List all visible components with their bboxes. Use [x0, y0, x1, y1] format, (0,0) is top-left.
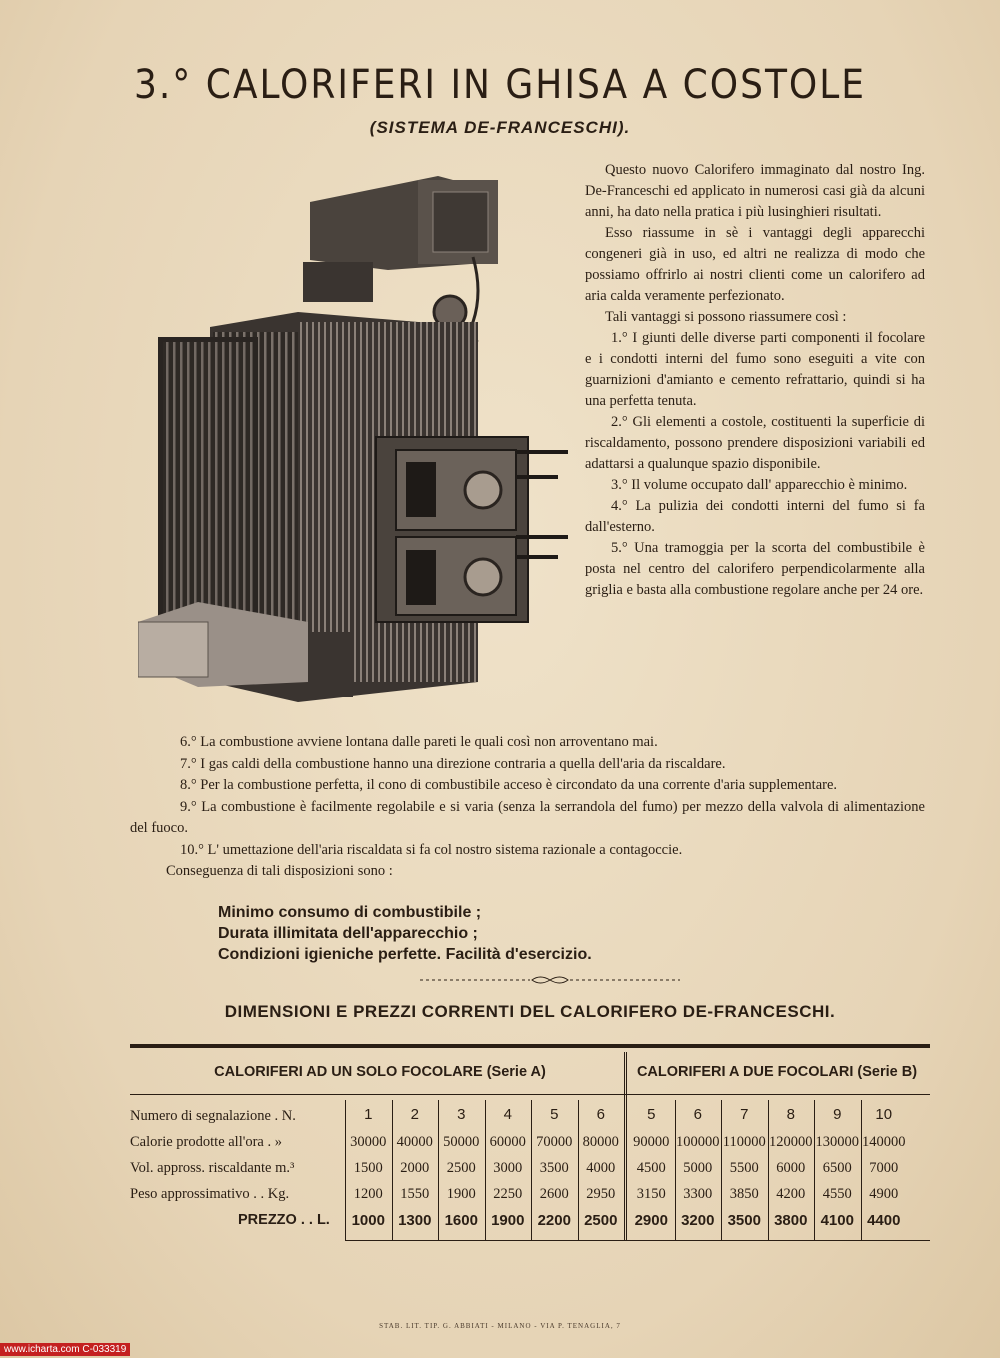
number-cell: 6 [693, 1106, 702, 1123]
weight-cell: 1200 [353, 1186, 383, 1202]
calories-cell: 80000 [582, 1134, 619, 1150]
number-cell: 4 [503, 1106, 512, 1123]
table-bottom-rule [345, 1240, 930, 1241]
table-header-rule [130, 1094, 930, 1095]
number-cell: 10 [875, 1106, 893, 1123]
number-cell: 7 [740, 1106, 749, 1123]
price-cell: 1300 [398, 1212, 432, 1229]
advantage-item: 6.° La combustione avviene lontana dalle pareti le quali così non arroventano mai. [180, 734, 658, 750]
price-cell: 1900 [491, 1212, 525, 1229]
row-label-calories: Calorie prodotte all'ora . » [130, 1134, 282, 1150]
weight-cell: 3150 [636, 1186, 666, 1202]
weight-cell: 4550 [822, 1186, 852, 1202]
price-cell: 3800 [774, 1212, 808, 1229]
volume-cell: 6500 [822, 1160, 852, 1176]
calories-cell: 40000 [396, 1134, 433, 1150]
price-cell: 2900 [634, 1212, 668, 1229]
calories-cell: 130000 [815, 1134, 859, 1150]
page-subtitle: (SISTEMA DE-FRANCESCHI). [369, 118, 631, 137]
price-table [130, 1044, 930, 1244]
number-cell: 8 [786, 1106, 795, 1123]
advantages-full-width [130, 732, 925, 883]
page-title: 3.° CALORIFERI IN GHISA A COSTOLE [133, 62, 867, 108]
intro-column [585, 160, 925, 601]
price-cell: 1600 [444, 1212, 478, 1229]
volume-cell: 2000 [400, 1160, 430, 1176]
benefits-list [218, 902, 592, 965]
row-label-volume: Vol. appross. riscaldante m.³ [130, 1160, 295, 1176]
intro-paragraph: Tali vantaggi si possono riassumere così : [605, 309, 847, 325]
calories-cell: 70000 [536, 1134, 573, 1150]
number-cell: 5 [647, 1106, 656, 1123]
advantage-item: 10.° L' umettazione dell'aria riscaldata si fa col nostro sistema razionale a contagoccie. [180, 841, 683, 858]
number-cell: 2 [410, 1106, 419, 1123]
volume-cell: 5000 [683, 1160, 713, 1176]
number-cell: 1 [364, 1106, 373, 1123]
row-label-weight: Peso approssimativo . . Kg. [130, 1186, 290, 1202]
volume-cell: 4000 [586, 1160, 616, 1176]
benefit-item: Durata illimitata dell'apparecchio ; [218, 925, 478, 942]
weight-cell: 2250 [493, 1186, 523, 1202]
table-top-rule [130, 1044, 930, 1048]
price-cell: 3500 [727, 1212, 761, 1229]
weight-cell: 2950 [586, 1186, 616, 1202]
calories-cell: 30000 [350, 1134, 387, 1150]
benefit-item: Condizioni igieniche perfette. Facilità d'esercizio. [218, 946, 592, 963]
weight-cell: 2600 [539, 1186, 569, 1202]
intro-paragraph: Esso riassume in sè i vantaggi degli apparecchi congeneri già in uso, ed altri ne realizza di modo che possiamo offrirlo ai nostri clienti come un calorifero ad aria calda veramente perfezionato. [585, 225, 925, 304]
benefit-item: Minimo consumo di combustibile ; [218, 904, 482, 921]
price-cell: 4100 [820, 1212, 854, 1229]
calories-cell: 140000 [862, 1134, 906, 1150]
volume-cell: 6000 [776, 1160, 806, 1176]
volume-cell: 1500 [353, 1160, 383, 1176]
intro-paragraph: Questo nuovo Calorifero immaginato dal nostro Ing. De-Franceschi ed applicato in numerosi casi già da alcuni anni, ha dato nella pratica i più lusinghieri risultati. [585, 162, 925, 220]
weight-cell: 1900 [446, 1186, 476, 1202]
price-cell: 1000 [351, 1212, 385, 1229]
advantage-item: 8.° Per la combustione perfetta, il cono di combustibile acceso è circondato da una corrente d'aria supplementare. [180, 777, 838, 793]
series-b-header: CALORIFERI A DUE FOCOLARI (Serie B) [636, 1064, 918, 1080]
price-cell: 4400 [867, 1212, 901, 1229]
number-cell: 9 [833, 1106, 842, 1123]
weight-cell: 1550 [400, 1186, 430, 1202]
calories-cell: 50000 [443, 1134, 480, 1150]
advantage-item: 4.° La pulizia dei condotti interni del fumo si fa dall'esterno. [585, 498, 925, 535]
consequence-line: Conseguenza di tali disposizioni sono : [166, 863, 393, 879]
advantage-item: 3.° Il volume occupato dall' apparecchio è minimo. [611, 477, 908, 493]
weight-cell: 4200 [776, 1186, 806, 1202]
weight-cell: 3300 [683, 1186, 713, 1202]
calories-cell: 60000 [489, 1134, 526, 1150]
watermark-badge: www.icharta.com C-033319 [0, 1343, 130, 1356]
number-cell: 3 [457, 1106, 466, 1123]
heater-illustration [138, 162, 578, 722]
volume-cell: 7000 [869, 1160, 899, 1176]
number-cell: 5 [550, 1106, 559, 1123]
row-label-number: Numero di segnalazione . N. [130, 1108, 296, 1124]
volume-cell: 5500 [729, 1160, 759, 1176]
advantage-item: 1.° I giunti delle diverse parti componenti il focolare e i condotti interni del fumo sono eseguiti a vite con guarnizioni d'amianto e cemento refrattario, quindi si ha una perfetta tenuta. [585, 330, 925, 409]
advantage-item: 9.° La combustione è facilmente regolabile e si varia (senza la serrandola del fumo) per mezzo della valvola di alimentazione del fuoco. [130, 798, 925, 836]
price-cell: 3200 [681, 1212, 715, 1229]
price-cell: 2500 [584, 1212, 618, 1229]
printer-imprint: STAB. LIT. TIP. G. ABBIATI - MILANO - VIA P. TENAGLIA, 7 [379, 1322, 621, 1330]
calories-cell: 100000 [676, 1134, 720, 1150]
row-label-price: PREZZO . . L. [238, 1212, 330, 1228]
calories-cell: 120000 [769, 1134, 813, 1150]
volume-cell: 2500 [446, 1160, 476, 1176]
price-cell: 2200 [537, 1212, 571, 1229]
advantage-item: 5.° Una tramoggia per la scorta del combustibile è posta nel centro del calorifero perpendicolarmente alla griglia e basta alla combustione regolare anche per 24 ore. [585, 540, 925, 598]
advantage-item: 2.° Gli elementi a costole, costituenti la superficie di riscaldamento, possono prendere disposizioni variabili ed adattarsi a qualunque spazio disponibile. [585, 414, 925, 472]
advantage-item: 7.° I gas caldi della combustione hanno una direzione contraria a quella dell'aria da riscaldare. [180, 755, 726, 772]
volume-cell: 3500 [539, 1160, 569, 1176]
weight-cell: 4900 [869, 1186, 899, 1202]
calories-cell: 90000 [633, 1134, 670, 1150]
calories-cell: 110000 [722, 1134, 766, 1150]
weight-cell: 3850 [729, 1186, 759, 1202]
ornament-divider [420, 974, 680, 986]
table-title: DIMENSIONI E PREZZI CORRENTI DEL CALORIFERO DE-FRANCESCHI. [224, 1002, 836, 1021]
number-cell: 6 [596, 1106, 605, 1123]
series-a-header: CALORIFERI AD UN SOLO FOCOLARE (Serie A) [214, 1064, 546, 1080]
volume-cell: 4500 [636, 1160, 666, 1176]
volume-cell: 3000 [493, 1160, 523, 1176]
